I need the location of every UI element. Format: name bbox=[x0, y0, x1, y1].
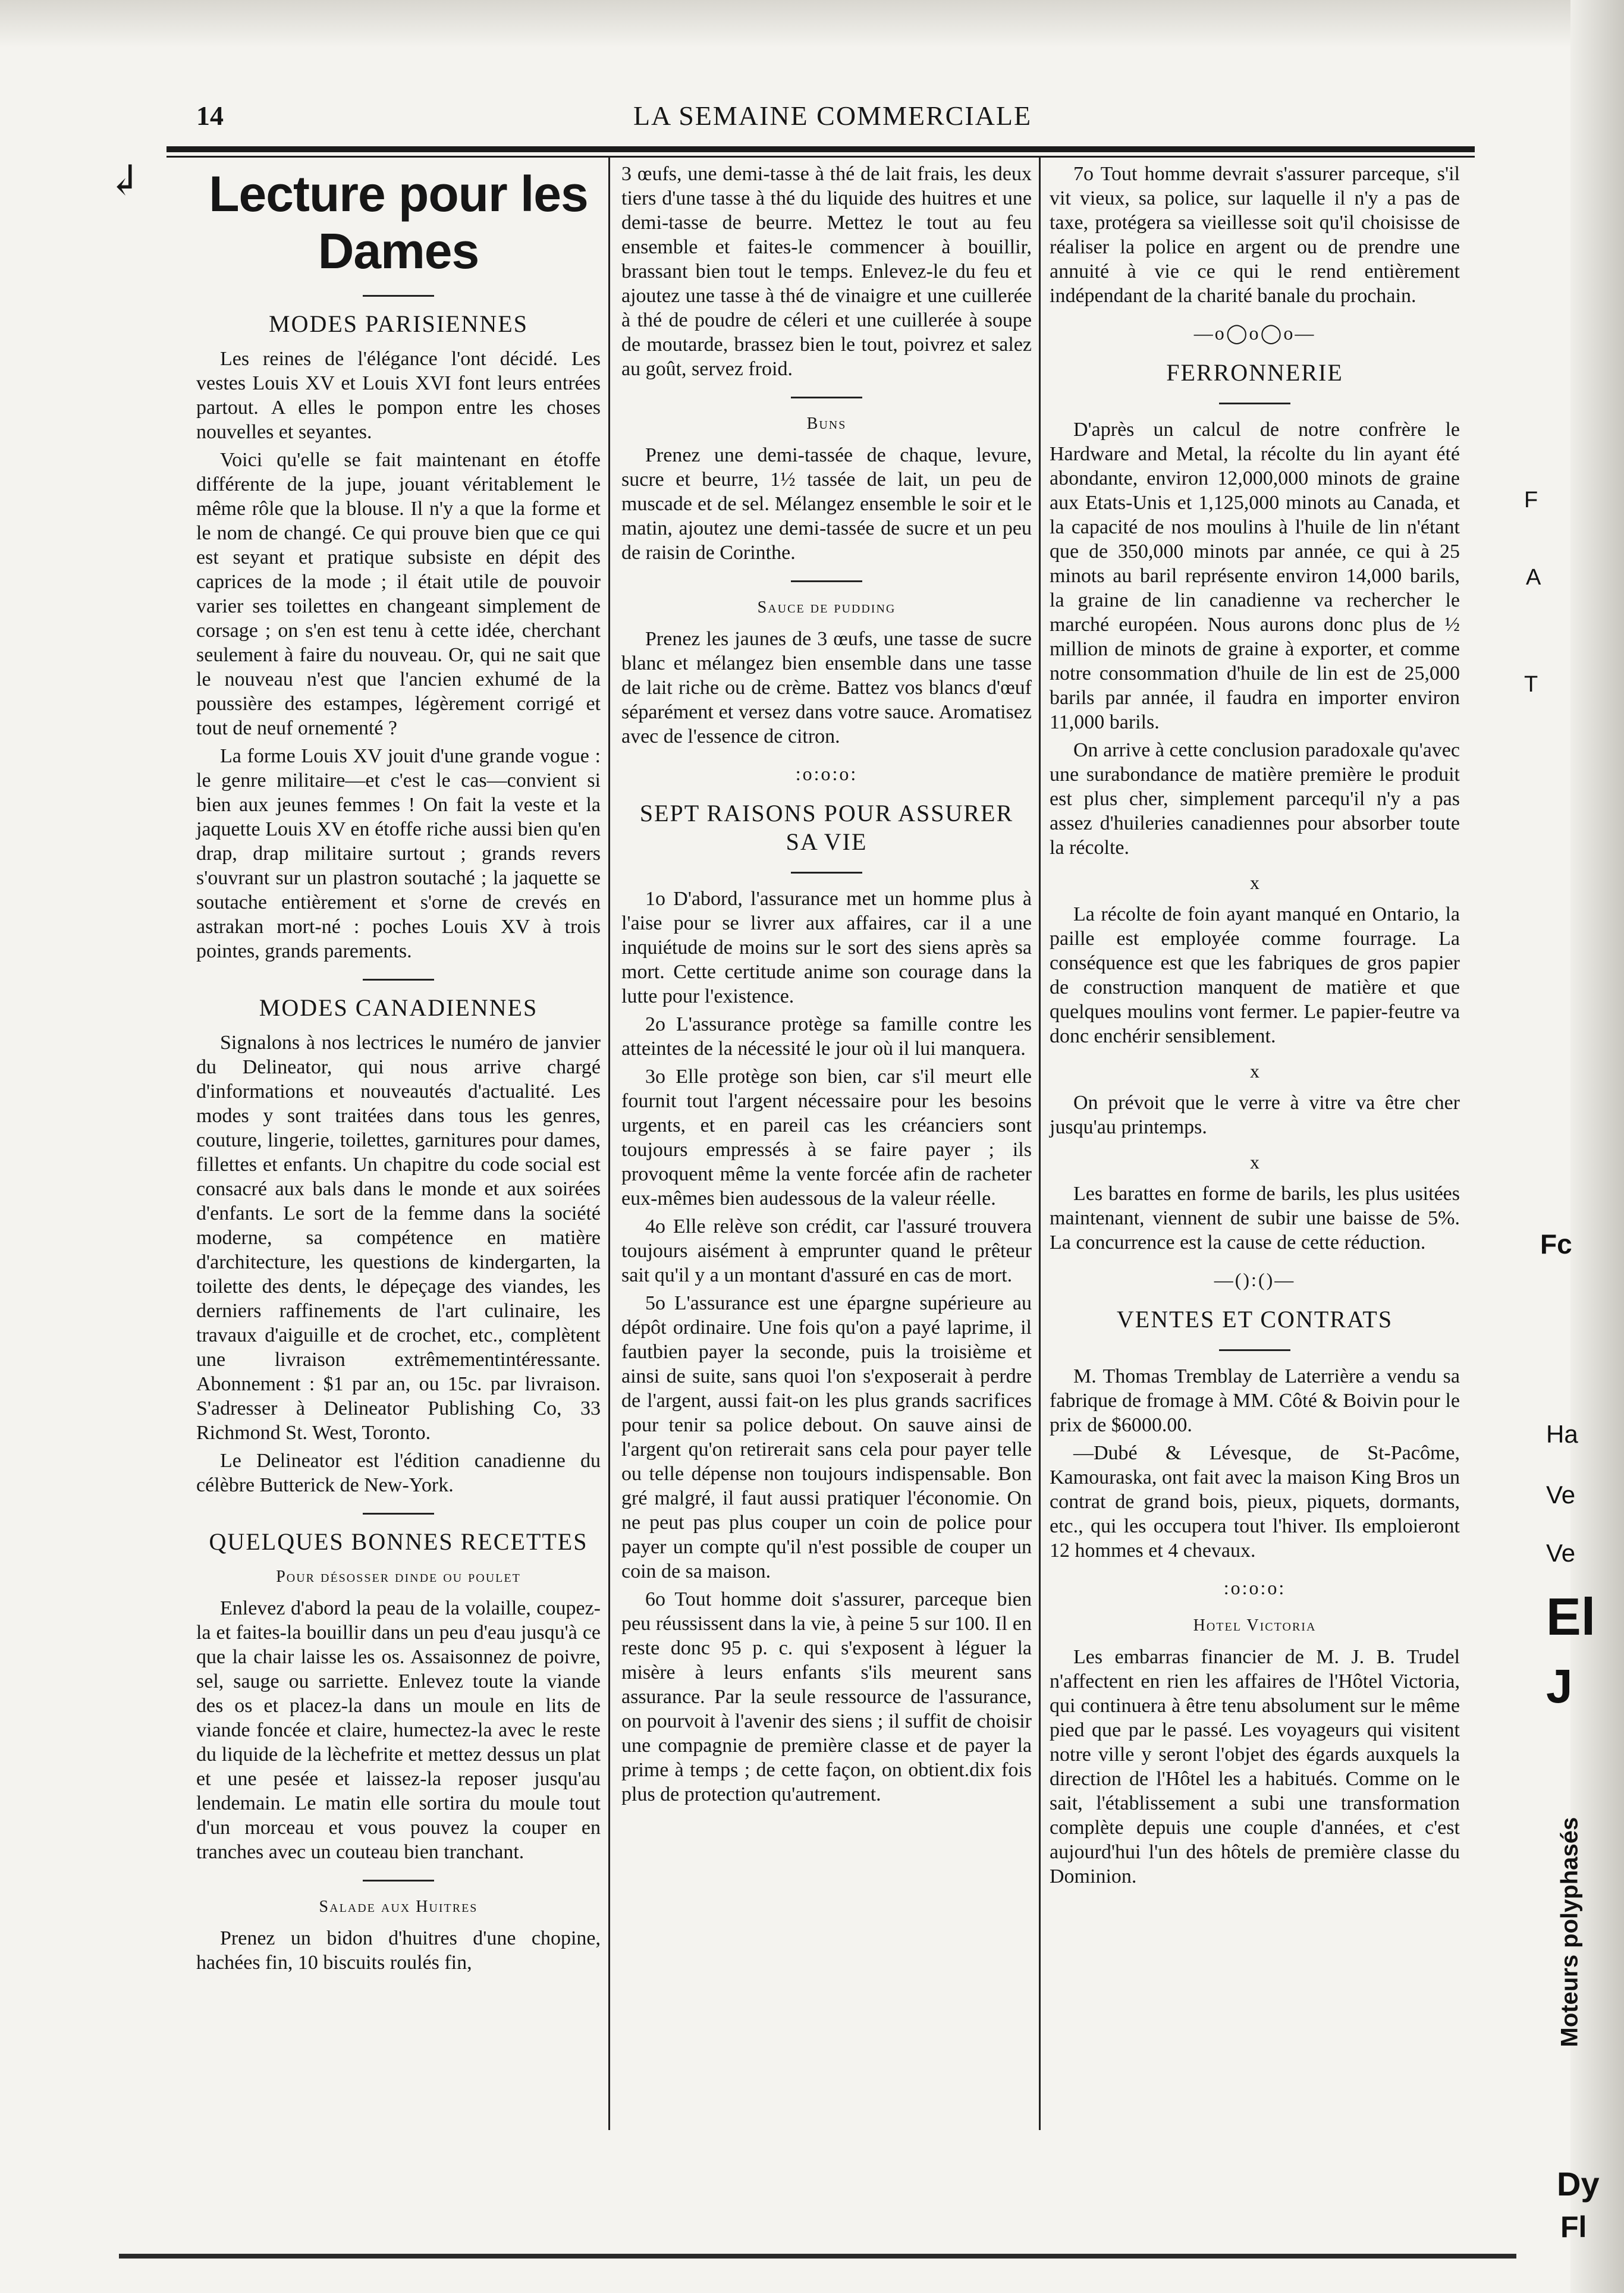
paragraph: 3o Elle protège son bien, car s'il meurt elle fournit tout l'argent nécessaire pour les besoins urgents, et en pareil cas les créanciers sont toujours empressés à se faire payer ; ils provoquent même la vente forcée afin de racheter eux-mêmes bien audessous de la valeur réelle. bbox=[621, 1066, 1032, 1210]
edge-letter: A bbox=[1526, 565, 1541, 590]
column-rule-2 bbox=[1039, 156, 1041, 2130]
paragraph: La forme Louis XV jouit d'une grande vogue : le genre militaire—et c'est le cas—convient si bien aux jeunes femmes ! On fait la veste et la jaquette Louis XV en étoffe riche aussi bien qu'en drap, drap militaire surtout ; grands revers s'ouvrant sur un plastron soutaché ; la jaquette se soutache entièrement et s'orne de crevés en astrakan mort-né : poches Louis XV à trois pointes, grands parements. bbox=[196, 745, 601, 962]
edge-vertical-text: Moteurs polyphasés bbox=[1556, 1817, 1583, 2047]
page-header bbox=[196, 100, 1469, 142]
rule bbox=[791, 580, 862, 582]
header-rule-thick bbox=[167, 146, 1475, 152]
section-title-lecture: Lecture pour les Dames bbox=[209, 166, 588, 279]
paragraph: 2o L'assurance protège sa famille contre les atteintes de la nécessité le jour où il lui manquera. bbox=[621, 1013, 1032, 1060]
scan-shadow-top bbox=[0, 0, 1624, 48]
paragraph: Prenez une demi-tassée de chaque, levure, sucre et beurre, 1½ tassée de lait, un peu de muscade et de sel. Mélangez ensemble le soir et le matin, ajoutez une demi-tassée de sucre et un peu de raisin de Corinthe. bbox=[621, 444, 1032, 564]
ornament: —o◯o◯o— bbox=[1193, 322, 1316, 344]
paragraph: 7o Tout homme devrait s'assurer parceque, s'il vit vieux, sa police, sur laquelle il n'y a pas de taxe, protégera sa vieillesse soit qu'il choisisse de réaliser la police en argent ou de prendre une annuité à vie ce qui le rend entièrement indépendant de la charité banale du prochain. bbox=[1050, 163, 1460, 307]
paragraph: Signalons à nos lectrices le numéro de janvier du Delineator, qui nous arrive chargé d'informations et nouveautés d'actualité. Les modes y sont traitées dans tous les genres, couture, lingerie, toilettes, garnitures pour dames, fillettes et enfants. Un chapitre du code social est consacré aux bals dans le monde et aux soirées d'enfants. Le sort de la femme dans la société moderne, sa compétence en matière d'architecture, les questions de kindergarten, la toilette des dents, le dépeçage des viandes, les derniers raffinements de l'art culinaire, les travaux d'aiguille et de crochet, etc., complètent une livraison extrêmementintéressante. Abonnement : $1 par an, ou 15c. par livraison. S'adresser à Delineator Publishing Co, 33 Richmond St. West, Toronto. bbox=[196, 1032, 601, 1444]
paragraph: Le Delineator est l'édition canadienne du célèbre Butterick de New-York. bbox=[196, 1450, 601, 1496]
ornament: —():()— bbox=[1214, 1269, 1296, 1290]
column-1 bbox=[196, 162, 601, 1978]
edge-letter: Ve bbox=[1546, 1539, 1576, 1567]
edge-letter: Ve bbox=[1546, 1481, 1576, 1509]
rule bbox=[791, 397, 862, 398]
rule bbox=[363, 295, 434, 297]
edge-letter: Ha bbox=[1546, 1420, 1578, 1448]
ornament: :o:o:o: bbox=[1223, 1577, 1286, 1598]
paragraph: 1o D'abord, l'assurance met un homme plus à l'aise pour se livrer aux affaires, car il a une inquiétude de moins sur le sort des siens après sa mort. Cette certitude anime son courage dans la lutte pour l'existence. bbox=[621, 888, 1032, 1007]
edge-letter: Fc bbox=[1540, 1229, 1572, 1259]
subheading-desosser: Pour désosser dinde ou poulet bbox=[276, 1568, 521, 1586]
heading-ferronnerie: FERRONNERIE bbox=[1166, 359, 1343, 386]
heading-sept-raisons: SEPT RAISONS POUR ASSURER SA VIE bbox=[639, 800, 1014, 855]
paragraph: Les embarras financier de M. J. B. Trudel n'affectent en rien les affaires de l'Hôtel Victoria, qui continuera à être tenu absolument sur le même pied que par le passé. Les voyageurs qui visitent notre ville y seront l'objet des égards auxquels la direction de l'Hôtel les a habitués. Comme on le sait, l'établissement a subi une transformation complète depuis une couple d'années, et c'est aujourd'hui l'un des hôtels de première classe du Dominion. bbox=[1050, 1646, 1460, 1887]
paragraph: D'après un calcul de notre confrère le Hardware and Metal, la récolte du lin ayant été abondante, environ 12,000,000 minots de graine aux Etats-Unis et 1,125,000 minots au Canada, et la capacité de nos moulins à l'huile de lin n'étant que de 350,000 minots par année, ce qui à 25 minots au baril représente environ 14,000 barils, la graine de lin canadienne va rechercher le marché européen. Nous aurons donc plus de ½ million de minots de graine à exporter, et comme notre consommation d'huile de lin est de 25,000 barils par année, il faudra en importer environ 11,000 barils. bbox=[1050, 419, 1460, 733]
margin-pencil-mark: ↲ bbox=[107, 158, 142, 204]
edge-letter: Dy bbox=[1557, 2165, 1600, 2203]
rule bbox=[363, 979, 434, 981]
running-title: LA SEMAINE COMMERCIALE bbox=[633, 100, 1032, 131]
rule bbox=[1219, 403, 1290, 404]
paragraph: M. Thomas Tremblay de Laterrière a vendu sa fabrique de fromage à MM. Côté & Boivin pour le prix de $6000.00. bbox=[1050, 1365, 1460, 1436]
rule bbox=[363, 1880, 434, 1881]
heading-modes-canadiennes: MODES CANADIENNES bbox=[259, 994, 538, 1021]
bottom-rule bbox=[119, 2254, 1516, 2259]
heading-recettes: QUELQUES BONNES RECETTES bbox=[209, 1528, 588, 1555]
subheading-sauce: Sauce de pudding bbox=[757, 598, 896, 617]
paragraph: Les reines de l'élégance l'ont décidé. Les vestes Louis XV et Louis XVI font leurs entrées partout. A elles le pompon entre les choses nouvelles et seyantes. bbox=[196, 348, 601, 443]
header-rule-thin bbox=[167, 156, 1475, 158]
edge-letter: F bbox=[1524, 488, 1538, 513]
paragraph: Prenez les jaunes de 3 œufs, une tasse de sucre blanc et mélangez bien ensemble dans une tasse de lait riche ou de crème. Battez vos blancs d'œuf séparément et versez dans votre sauce. Aromatisez avec de l'essence de citron. bbox=[621, 628, 1032, 747]
separator-x: x bbox=[1250, 872, 1259, 893]
paragraph: La récolte de foin ayant manqué en Ontario, la paille est employée comme fourrage. La conséquence est que les fabriques de gros papier de construction manquent de matière et que quelques moulins vont fermer. Le papier-feutre va donc enchérir sensiblement. bbox=[1050, 903, 1460, 1047]
rule bbox=[1219, 1349, 1290, 1351]
rule bbox=[791, 872, 862, 874]
paragraph: Les barattes en forme de barils, les plus usitées maintenant, viennent de subir une baisse de 5%. La concurrence est la cause de cette réduction. bbox=[1050, 1183, 1460, 1254]
rule bbox=[363, 1513, 434, 1515]
edge-letter: T bbox=[1524, 672, 1538, 697]
paragraph: On prévoit que le verre à vitre va être cher jusqu'au printemps. bbox=[1050, 1092, 1460, 1138]
paragraph: 3 œufs, une demi-tasse à thé de lait frais, les deux tiers d'une tasse à thé du liquide des huitres et une demi-tasse de beurre. Mettez le tout au feu ensemble et faites-le commencer à bouillir, brassant bien tout le temps. Enlevez-le du feu et ajoutez une tasse à thé de vinaigre et une cuillerée à thé de poudre de céleri et une cuillerée à soupe de moutarde, brassez bien le tout, poivrez et salez au goût, servez froid. bbox=[621, 163, 1032, 380]
page-number: 14 bbox=[196, 100, 224, 131]
subheading-buns: Buns bbox=[806, 414, 847, 433]
column-3 bbox=[1050, 162, 1460, 1892]
paragraph: 6o Tout homme doit s'assurer, parceque bien peu réussissent dans la vie, à peine 5 sur 100. Il en reste donc 95 p. c. qui s'exposent à léguer la misère à leurs enfants s'ils meurent sans assurance. Par la seule ressource de l'assurance, on pourvoit à l'avenir des siens ; il suffit de choisir une compagnie de première classe et de payer la prime à temps ; de cette façon, on obtient.dix fois plus de protection qu'autrement. bbox=[621, 1588, 1032, 1805]
separator-x: x bbox=[1250, 1060, 1259, 1082]
paragraph: On arrive à cette conclusion paradoxale qu'avec une surabondance de matière première le produit est plus cher, simplement parcequ'il n'y a pas assez d'huileries canadiennes pour absorber toute la récolte. bbox=[1050, 739, 1460, 859]
paragraph: Enlevez d'abord la peau de la volaille, coupez-la et faites-la bouillir dans un peu d'eau jusqu'à ce que la chair laisse les os. Assaisonnez de poivre, sel, sauge ou sarriette. Enlevez toute la viande des os et placez-la dans un moule en lits de viande foncée et claire, humectez-la avec le reste du liquide de la lèchefrite et mettez dessus un plat et une pesée et laissez-la reposer jusqu'au lendemain. Le matin elle sortira du moule tout d'un morceau et vous pouvez la couper en tranches avec un couteau bien tranchant. bbox=[196, 1597, 601, 1863]
column-2 bbox=[621, 162, 1032, 1810]
heading-modes-parisiennes: MODES PARISIENNES bbox=[269, 310, 528, 337]
column-rule-1 bbox=[608, 156, 610, 2130]
paragraph: —Dubé & Lévesque, de St-Pacôme, Kamouraska, ont fait avec la maison King Bros un contrat de grand bois, pieux, piquets, dormants, etc., qui les occupera tout l'hiver. Ils emploieront 12 hommes et 4 chevaux. bbox=[1050, 1442, 1460, 1562]
paragraph: 5o L'assurance est une épargne supérieure au dépôt ordinaire. Une fois qu'on a payé laprime, il fautbien payer la seconde, puis la troisième et ainsi de suite, sans quoi l'on s'exposerait à perdre de l'argent, aussi fait-on les plus grands sacrifices pour tenir sa police debout. On sauve ainsi de l'argent qu'on retirerait sans cela pour payer telle ou telle dépense non toujours indispensable. Bon gré malgré, il faut aussi pratiquer l'économie. On ne peut pas plus couper un coin de police pour payer un compte qu'il n'est possible de couper un coin de sa maison. bbox=[621, 1292, 1032, 1582]
subheading-hotel-victoria: Hotel Victoria bbox=[1193, 1616, 1317, 1635]
heading-ventes-contrats: VENTES ET CONTRATS bbox=[1116, 1306, 1393, 1333]
subheading-salade: Salade aux Huitres bbox=[319, 1898, 478, 1916]
paragraph: 4o Elle relève son crédit, car l'assuré trouvera toujours aisément à emprunter quand le prêteur sait qu'il y a un montant d'assuré en cas de mort. bbox=[621, 1215, 1032, 1286]
edge-letter: El bbox=[1546, 1587, 1596, 1646]
ornament: :o:o:o: bbox=[795, 763, 858, 784]
separator-x: x bbox=[1250, 1151, 1259, 1173]
edge-letter: Fl bbox=[1560, 2210, 1587, 2244]
edge-letter: J bbox=[1546, 1660, 1573, 1713]
paragraph: Prenez un bidon d'huitres d'une chopine, hachées fin, 10 biscuits roulés fin, bbox=[196, 1927, 601, 1974]
paragraph: Voici qu'elle se fait maintenant en étoffe différente de la jupe, jouant véritablement le même rôle que la blouse. Il n'y a que la forme et le nom de changé. Ce qui prouve bien que ce qui est seyant et pratique subsiste en dépit des caprices de la mode ; il était utile de pouvoir varier ses toilettes en changeant simplement de corsage ; on s'en est tenu à cette idée, cherchant seulement à faire du nouveau. Or, qui ne sait que le nouveau n'est que l'ancien exhumé de la poussière des estampes, légèrement corrigé et tout de neuf ornementé ? bbox=[196, 449, 601, 739]
